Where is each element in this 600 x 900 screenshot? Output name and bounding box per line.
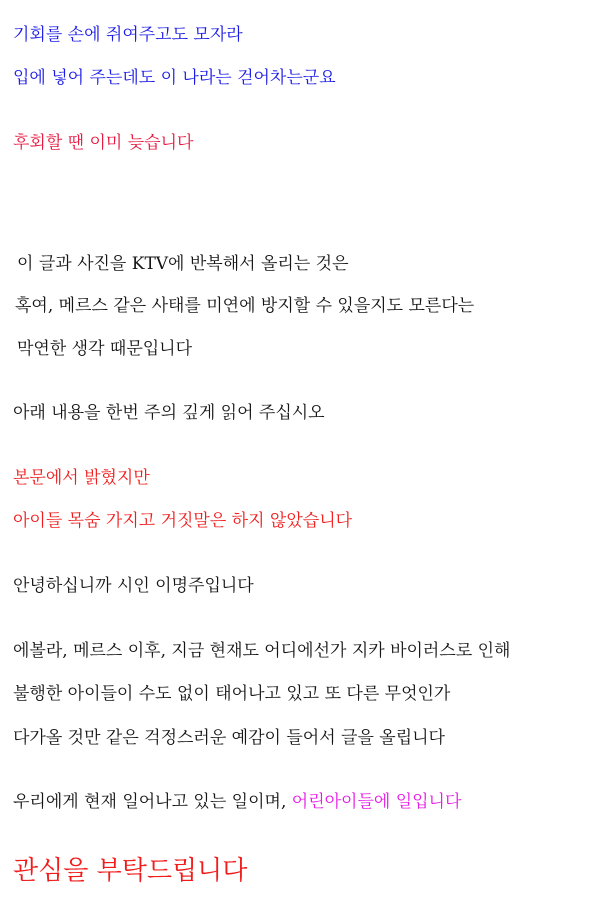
closing-appeal: 관심을 부탁드립니다 [13,856,248,886]
text-line-4: 이 글과 사진을 KTV에 반복해서 올리는 것은 [17,254,349,274]
text-line-10: 안녕하십니까 시인 이명주입니다 [13,576,254,596]
text-line-13: 다가올 것만 같은 걱정스러운 예감이 들어서 글을 올립니다 [13,728,445,748]
text-line-14 [13,794,461,811]
text-line-9: 아이들 목숨 가지고 거짓말은 하지 않았습니다 [13,511,353,531]
text-line-7: 아래 내용을 한번 주의 깊게 읽어 주십시오 [13,403,325,423]
text-line-14-highlight: 어린아이들에 일입니다 [291,792,462,812]
text-line-1: 기회를 손에 쥐여주고도 모자라 [13,25,243,45]
text-line-2: 입에 넣어 주는데도 이 나라는 걷어차는군요 [13,68,336,88]
text-line-14-main: 우리에게 현재 일어나고 있는 일이며, [13,792,292,812]
text-line-6: 막연한 생각 때문입니다 [17,339,193,359]
text-line-5: 혹여, 메르스 같은 사태를 미연에 방지할 수 있을지도 모른다는 [15,296,475,316]
text-line-8: 본문에서 밝혔지만 [13,468,150,488]
text-line-12: 불행한 아이들이 수도 없이 태어나고 있고 또 다른 무엇인가 [13,684,451,704]
text-line-11: 에볼라, 메르스 이후, 지금 현재도 어디에선가 지카 바이러스로 인해 [13,641,511,661]
text-line-3: 후회할 땐 이미 늦습니다 [13,133,194,153]
